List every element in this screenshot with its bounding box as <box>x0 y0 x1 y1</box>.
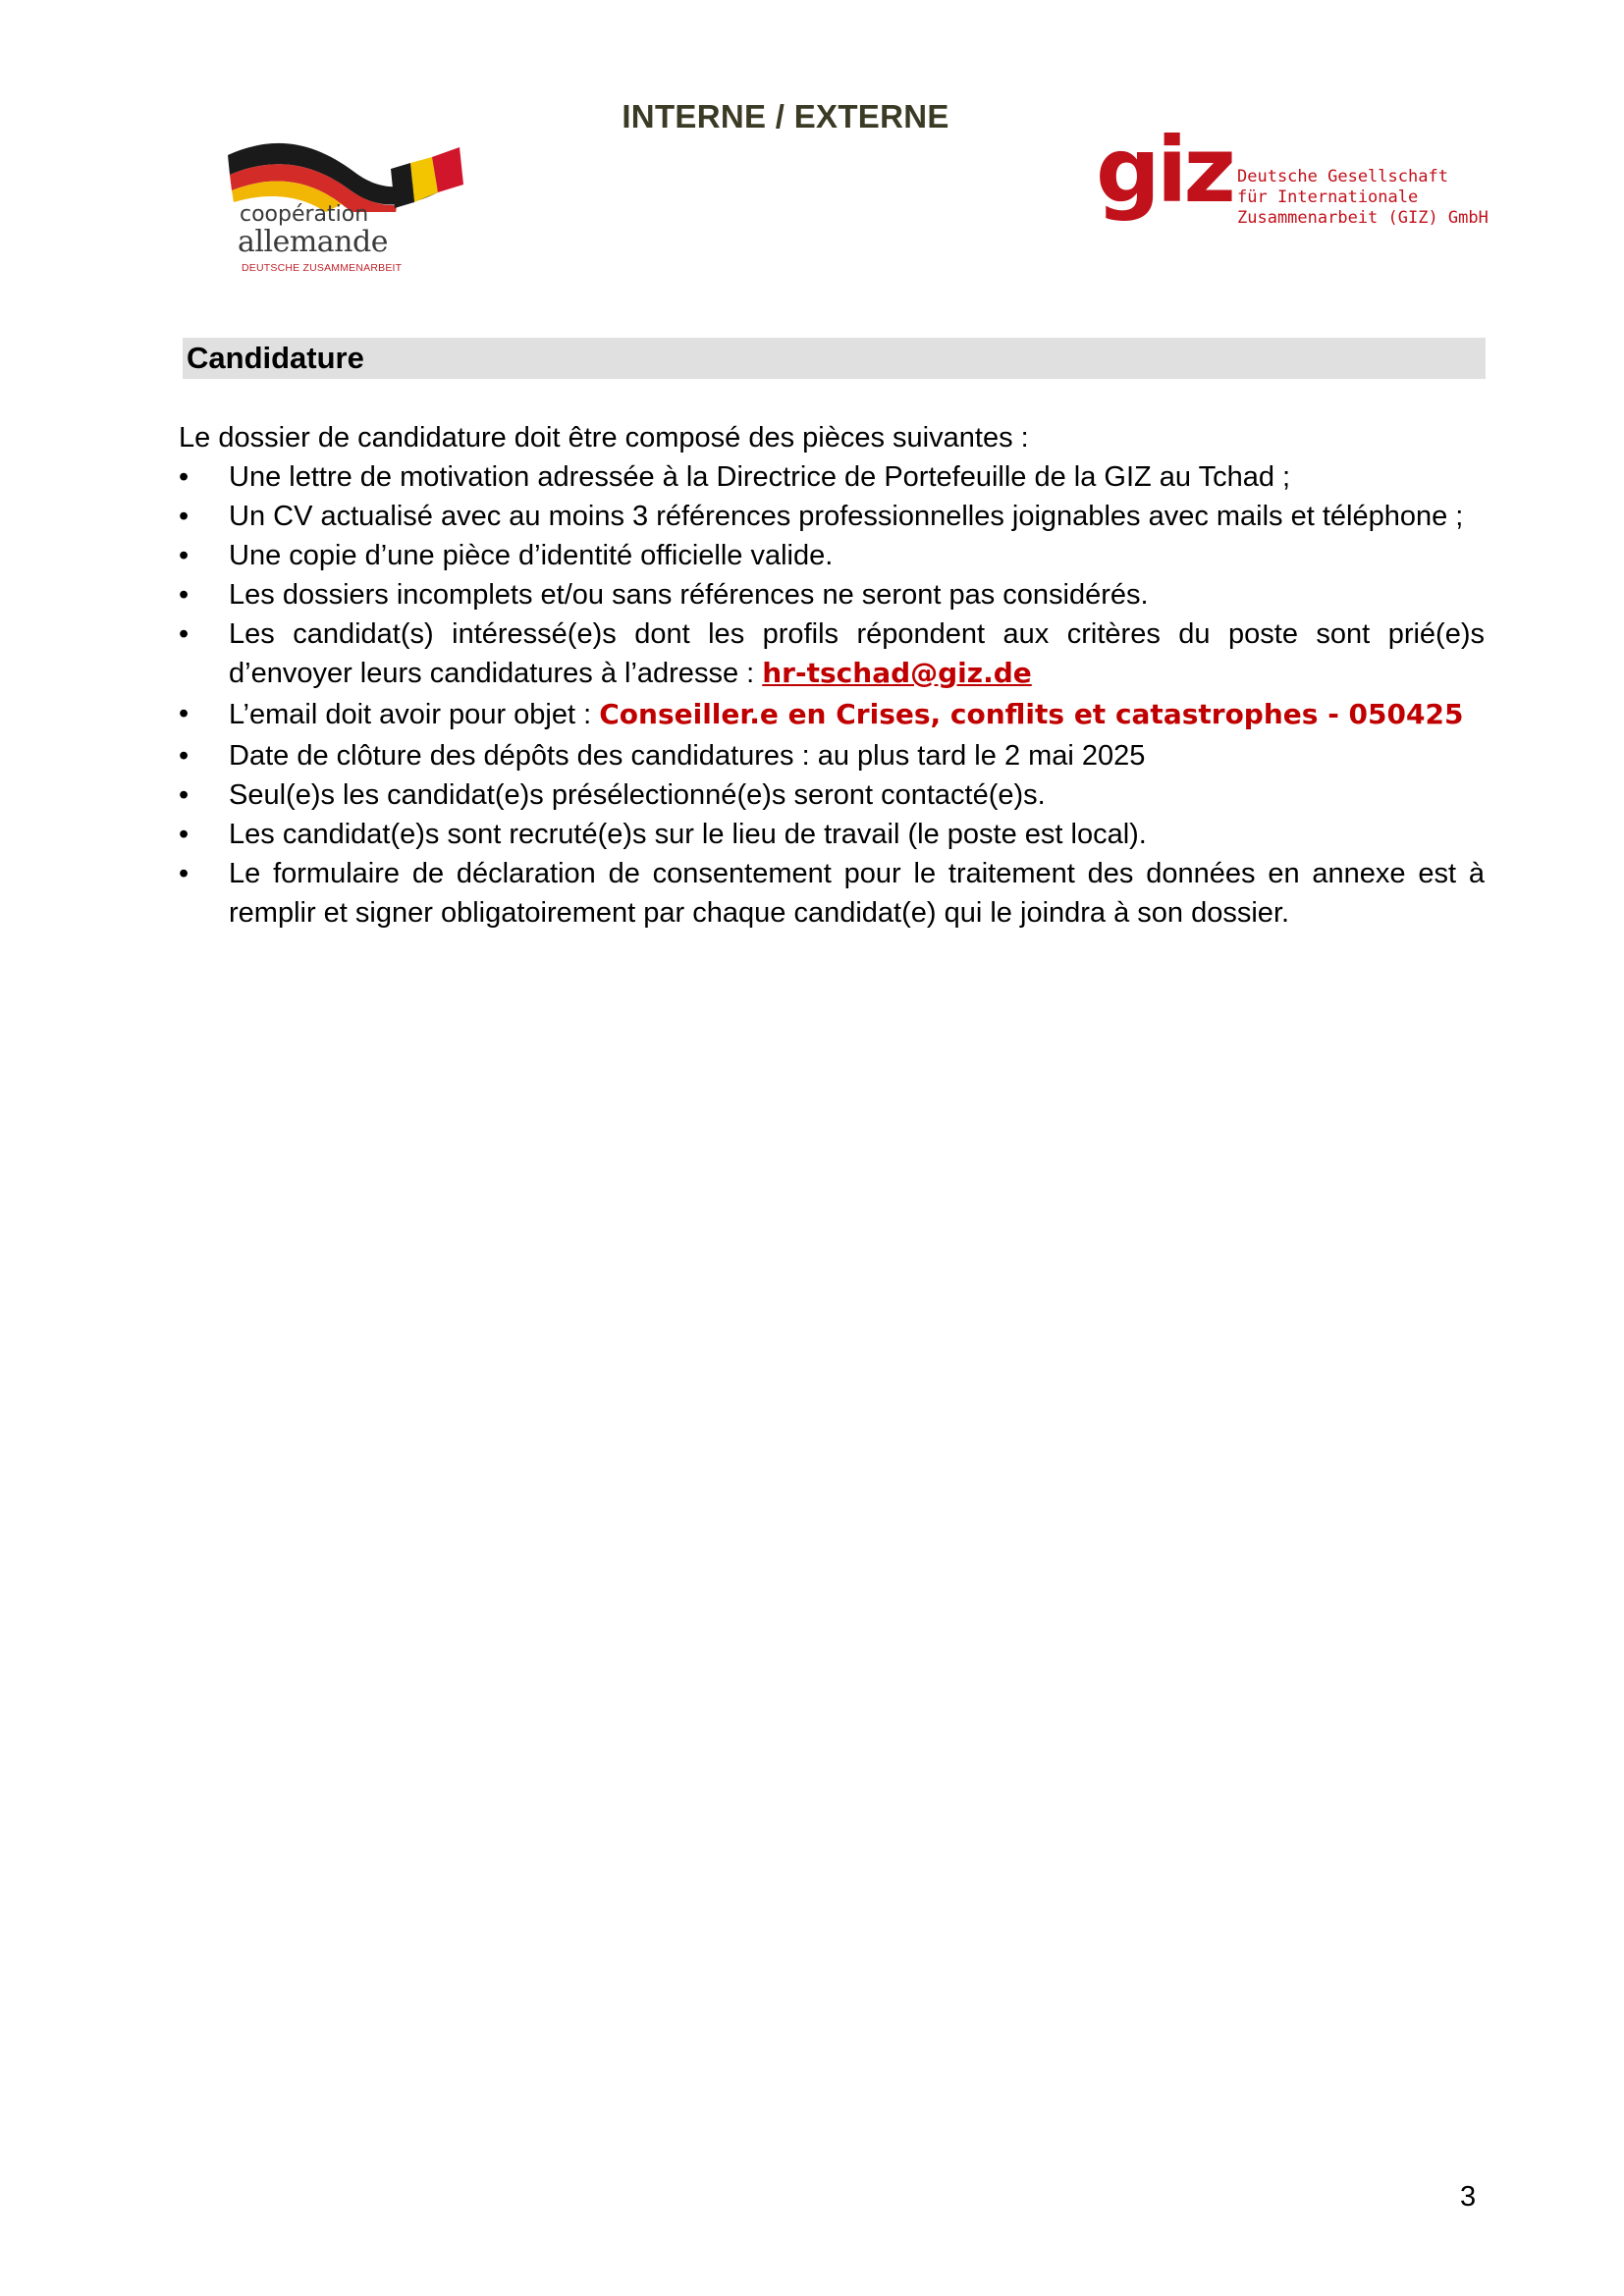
list-item <box>179 854 1485 933</box>
bullet: • <box>179 540 189 571</box>
giz-name-line2: für Internationale <box>1237 187 1419 207</box>
page-header-title: INTERNE / EXTERNE <box>622 98 949 134</box>
logo-left-line1: coopération <box>240 202 369 227</box>
bullet: • <box>179 618 189 650</box>
page-number: 3 <box>1460 2181 1477 2213</box>
list-item-text: Une copie d’une pièce d’identité officielle valide. <box>229 540 834 571</box>
giz-logo <box>1096 118 1489 255</box>
bullet: • <box>179 779 189 811</box>
list-item-text: Seul(e)s les candidat(e)s présélectionné(e)s seront contacté(e)s. <box>229 779 1046 811</box>
list-item-text: Les candidat(s) intéressé(e)s dont les profils répondent aux critères du poste sont prié(e)s d’envoyer leurs candidatures à l’adresse : <box>229 618 1485 689</box>
list-item <box>179 457 1485 497</box>
giz-mark: giz <box>1096 118 1232 223</box>
list-item-text: Les candidat(e)s sont recruté(e)s sur le lieu de travail (le poste est local). <box>229 819 1147 850</box>
bullet: • <box>179 579 189 611</box>
bullet: • <box>179 858 189 889</box>
list-item <box>179 614 1485 693</box>
bullet: • <box>179 698 189 729</box>
list-item-text: Date de clôture des dépôts des candidatures : au plus tard le 2 mai 2025 <box>229 740 1146 772</box>
requirements-list <box>179 457 1485 933</box>
intro-paragraph: Le dossier de candidature doit être composé des pièces suivantes : <box>179 422 1029 454</box>
application-email-link[interactable]: hr-tschad@giz.de <box>762 657 1032 689</box>
bullet: • <box>179 740 189 772</box>
list-item-text: Les dossiers incomplets et/ou sans références ne seront pas considérés. <box>229 579 1149 611</box>
logo-left-line2: allemande <box>238 225 388 259</box>
logo-left-line3: DEUTSCHE ZUSAMMENARBEIT <box>242 262 403 274</box>
list-item-text: Un CV actualisé avec au moins 3 références professionnelles joignables avec mails et téléphone ; <box>229 501 1464 532</box>
giz-name-line1: Deutsche Gesellschaft <box>1237 167 1448 187</box>
flag-ribbon-icon <box>218 133 473 212</box>
giz-name-line3: Zusammenarbeit (GIZ) GmbH <box>1237 208 1489 228</box>
bullet: • <box>179 501 189 532</box>
bullet: • <box>179 819 189 850</box>
list-item <box>179 536 1485 575</box>
document-body <box>179 418 1485 933</box>
list-item-text: Une lettre de motivation adressée à la Directrice de Portefeuille de la GIZ au Tchad ; <box>229 461 1291 493</box>
list-item-text: Le formulaire de déclaration de consentement pour le traitement des données en annexe est à remplir et signer obligatoirement par chaque candidat(e) qui le joindra à son dossier. <box>229 858 1485 929</box>
section-heading-candidature: Candidature <box>183 338 1486 379</box>
list-item-text: L’email doit avoir pour objet : <box>229 699 600 730</box>
list-item <box>179 775 1485 815</box>
email-subject-text: Conseiller.e en Crises, conflits et catastrophes - 050425 <box>599 698 1464 730</box>
giz-name-block <box>1237 167 1489 229</box>
list-item <box>179 693 1485 736</box>
cooperation-allemande-logo <box>218 133 473 281</box>
list-item <box>179 736 1485 775</box>
bullet: • <box>179 461 189 493</box>
list-item <box>179 575 1485 614</box>
list-item <box>179 497 1485 536</box>
list-item <box>179 815 1485 854</box>
